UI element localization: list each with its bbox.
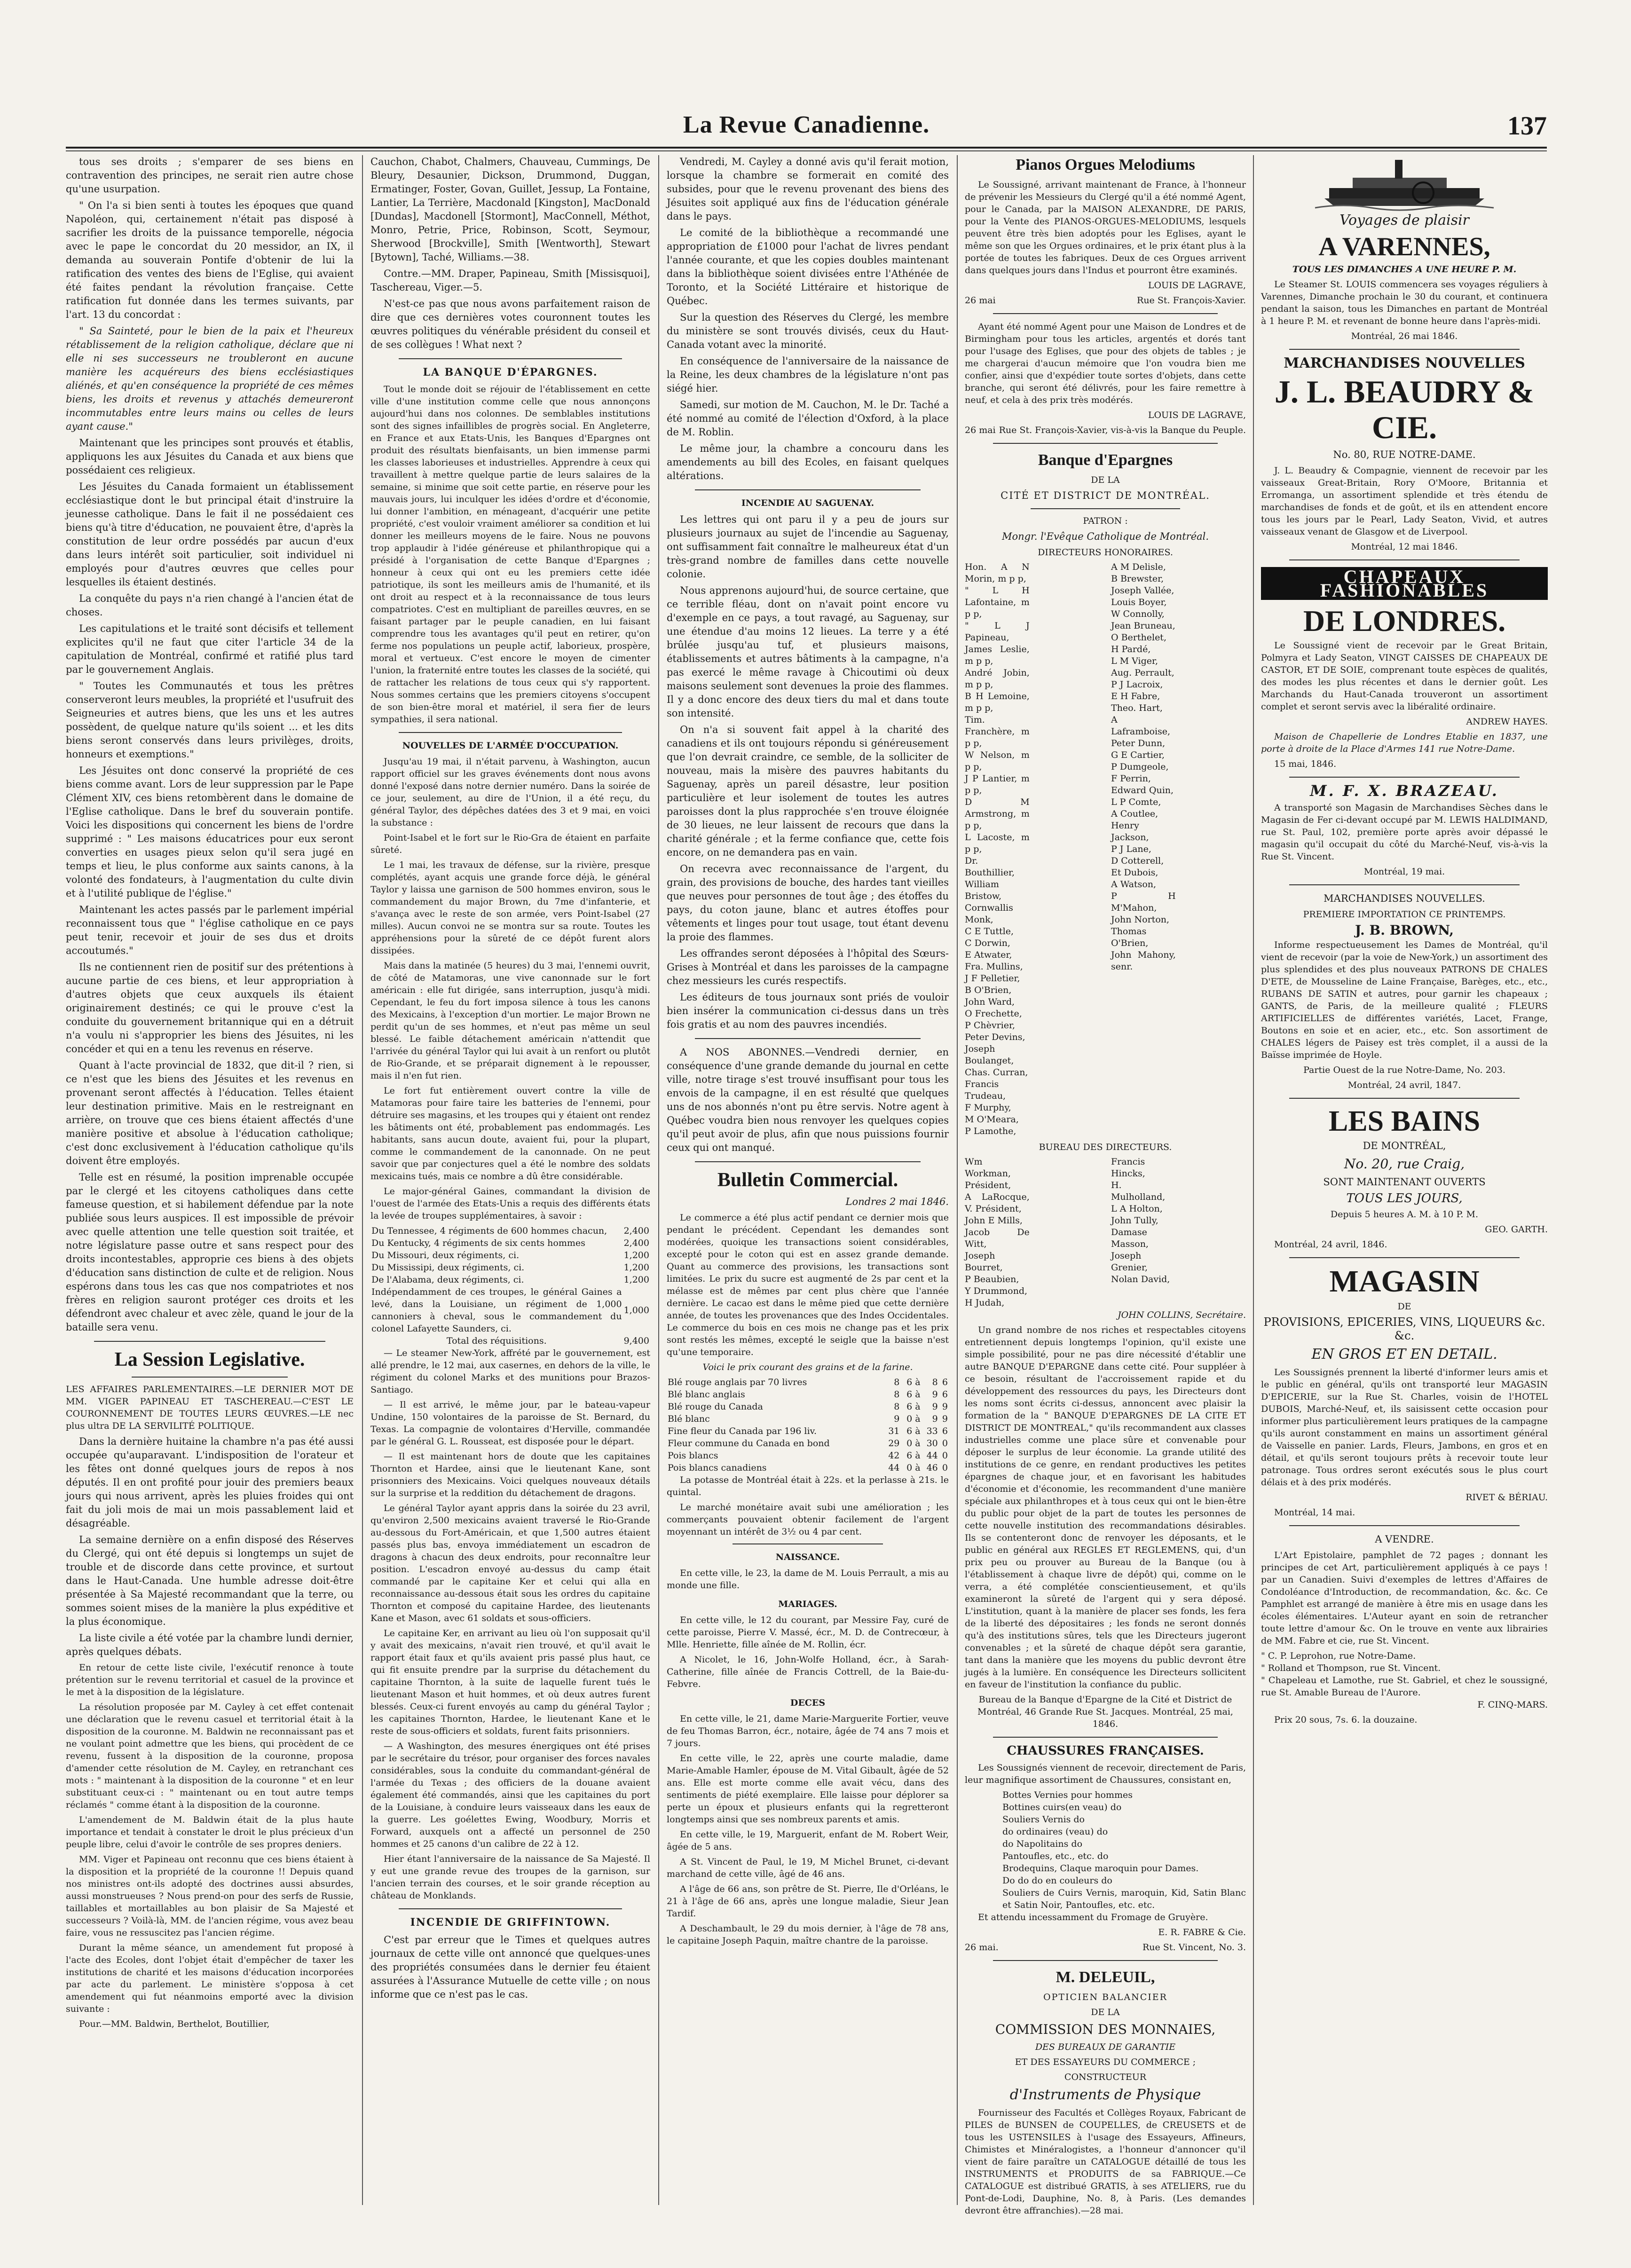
ad-address: 26 mai Rue St. François-Xavier. xyxy=(965,295,1246,306)
ad-signature: GEO. GARTH. xyxy=(1485,1224,1548,1235)
heading-armee: NOUVELLES DE L'ARMÉE D'OCCUPATION. xyxy=(402,740,619,751)
paragraph: Hier étant l'anniversaire de la naissance de Sa Majesté. Il y eut une grande revue des troupes de la garnison, sur l'ancien terrain des courses, et le soir grande réception au château de Monklands. xyxy=(370,1854,650,1901)
ad-subtitle: DE LA xyxy=(1091,475,1120,485)
dateline: Londres 2 mai 1846. xyxy=(845,1196,949,1207)
paragraph: Telle est en résumé, la position imprenable occupée par le clergé et les citoyens catholiques dans cette fameuse question, et si habilement défendue par la note publiée sous leurs auspices. Il est impossible de prévoir avec quelle attention une telle question soit traitée, et notre législature passe outre et sans respect pour des droits incontestables, approprie ces biens à des objets d'éducation sans distinction de culte et de religion. Nous espérons dans tous les cas que nos compatriotes et nos frères en religion sauront protéger ces droits et les défendront avec chaleur et avec zèle, quand le jour de la bataille sera venu. xyxy=(66,1172,354,1333)
director-name: D Cotterell, xyxy=(1111,856,1164,866)
label: PATRON : xyxy=(1083,516,1128,526)
directors-list xyxy=(965,561,1246,1137)
table-row: Fleur commune du Canada en bond 29 0 à 30 0 xyxy=(668,1438,948,1449)
newspaper-title: La Revue Canadienne. xyxy=(683,111,930,138)
ad-hours: Depuis 5 heures A. M. à 10 P. M. xyxy=(1330,1209,1479,1220)
director-name: Fra. Mullins, xyxy=(965,961,1023,972)
ad-subtitle: DE MONTRÉAL, xyxy=(1363,1140,1446,1151)
separator xyxy=(399,358,622,359)
ad-signature: LOUIS DE LAGRAVE, xyxy=(1148,280,1246,291)
label: DIRECTEURS HONORAIRES. xyxy=(1038,547,1173,558)
ad-title-pianos: Pianos Orgues Melodiums xyxy=(1016,156,1195,173)
director-name: P Lamothe, xyxy=(965,1126,1016,1136)
director-name: Louis Boyer, xyxy=(1111,597,1167,607)
column-2 xyxy=(370,155,650,2205)
ad-title-deleuil: M. DELEUIL, xyxy=(1056,1969,1155,1986)
paragraph: Voici le prix courant des grains et de la farine. xyxy=(702,1362,913,1372)
paragraph: Dans la dernière huitaine la chambre n'a pas été aussi occupée qu'auparavant. L'indisposition de l'orateur et les fêtes ont donné quelques jours de repos à nos députés. Il en ont profité pour jouir des premiers beaux jours qui nous arrivent, après les pluies froides qui ont fait du joli mois de mai un mois passablement laid et désagréable. xyxy=(66,1436,354,1529)
ad-title-beaudry: J. L. BEAUDRY & CIE. xyxy=(1274,374,1535,445)
secretary-signature: JOHN COLLINS, Secrétaire. xyxy=(1118,1310,1246,1320)
director-name: Thomas O'Brien, xyxy=(1111,926,1149,948)
director-name: Tim. Franchère, m p p, xyxy=(965,715,1030,748)
director-name: Aug. Perrault, xyxy=(1111,668,1174,678)
header-rule-thin xyxy=(66,150,1547,151)
paragraph: La semaine dernière on a enfin disposé des Réserves du Clergé, qui ont été depuis si longtemps un sujet de trouble et de discorde dans cette province, et surtout dans le Haut-Canada. Une humble adresse doit-être présentée à Sa Majesté recommandant que la terre, ou sommes soient mises de la manière la plus expéditive et la plus économique. xyxy=(66,1534,354,1627)
list-item: " Rolland et Thompson, rue St. Vincent. xyxy=(1261,1663,1441,1673)
paragraph: Maintenant les actes passés par le parlement impérial reconnaissent tous que " l'église catholique en ce pays peut tenir, recevoir et jouir de ses dus et droits accoutumés." xyxy=(66,904,354,956)
column-divider xyxy=(957,155,958,2205)
column-divider xyxy=(1253,155,1254,2205)
ad-text: J. L. Beaudry & Compagnie, viennent de recevoir par les vaisseaux Great-Britain, Rory O'Moore, Britannia et Erromanga, un assortiment splendide et très étendu de marchandises de fonds et de goût, et ils en attendent encore tous les jours par le Pearl, Lady Seaton, Vivid, et autres vaisseaux venant de Glasgow et de Liverpool. xyxy=(1261,465,1548,537)
director-name: Francis Hincks, xyxy=(1111,1157,1145,1179)
ad-title-varennes: A VARENNES, xyxy=(1318,232,1490,261)
ad-subtitle: EN GROS ET EN DETAIL. xyxy=(1311,1346,1497,1362)
paragraph: Les éditeurs de tous journaux sont priés de vouloir bien insérer la communication ci-dessus dans un très fois gratis et au nom des pauvres incendiés. xyxy=(667,992,949,1030)
director-name: M O'Meara, xyxy=(965,1114,1019,1125)
ad-subtitle: Voyages de plaisir xyxy=(1339,212,1469,228)
troops-table xyxy=(370,1225,650,1347)
separator xyxy=(1031,508,1180,509)
paragraph: La liste civile a été votée par la chambre lundi dernier, après quelques débats. xyxy=(66,1632,354,1657)
director-name: O Berthelet, xyxy=(1111,632,1166,643)
ad-signature: LOUIS DE LAGRAVE, xyxy=(1148,410,1246,420)
director-name: P Beaubien, xyxy=(965,1274,1019,1284)
paragraph: On recevra avec reconnaissance de l'argent, du grain, des provisions de bouche, des hardes tant vieilles que neuves pour personnes de tout âge ; des étoffes du pays, du coton jaune, blanc et autres étoffes pour vêtements et linges pour tout usage, tout étant devenu la proie des flammes. xyxy=(667,863,949,943)
separator xyxy=(399,732,622,733)
paragraph: — Il est maintenant hors de doute que les capitaines Thornton et Hardee, ainsi que le lieutenant Kane, sont prisonniers des Mexicains. Voici quelques nouveaux détails sur la surprise et la reddition du détachement de dragons. xyxy=(370,1451,650,1498)
ad-title-chaussures: CHAUSSURES FRANÇAISES. xyxy=(1007,1744,1204,1758)
director-name: F Perrin, xyxy=(1111,773,1151,784)
director-name: Jacob De Witt, xyxy=(965,1227,1030,1249)
paragraph: Les lettres qui ont paru il y a peu de jours sur plusieurs journaux au sujet de l'incendie au Saguenay, ont suffisamment fait connaître le malheureux état d'un très-grand nombre de familles dans cette nouvelle colonie. xyxy=(667,514,949,580)
ad-title-banque: Banque d'Epargnes xyxy=(1038,451,1173,469)
separator xyxy=(695,1038,921,1039)
ad-text: Et attendu incessamment du Fromage de Gruyère. xyxy=(978,1912,1208,1922)
ad-subtitle: SONT MAINTENANT OUVERTS xyxy=(1323,1176,1486,1188)
bureau-left xyxy=(965,1156,1100,1309)
heading-mariages: MARIAGES. xyxy=(778,1599,837,1609)
director-name: Peter Devins, xyxy=(965,1032,1025,1042)
list-item: Bottes Vernies pour hommes xyxy=(1002,1790,1133,1800)
director-name: " L H Lafontaine, m p p, xyxy=(965,585,1030,619)
page-number: 137 xyxy=(1507,111,1547,141)
director-name: Joseph Grenier, xyxy=(1111,1251,1148,1273)
notice: En cette ville, le 22, après une courte maladie, dame Marie-Amable Hamler, épouse de M. Vital Gibault, âgée de 52 ans. Elle est morte comme elle avait vécu, dans des sentiments de piété exemplaire. Elle laisse pour déplorer sa perte un époux et plusieurs enfants qui la regretteront longtemps ainsi que ses nombreux parents et amis. xyxy=(667,1753,949,1825)
director-name: E Atwater, xyxy=(965,950,1012,960)
notice: En cette ville, le 12 du courant, par Messire Fay, curé de cette paroisse, Pierre V. Massé, écr., M. D. de Contrecœur, à Mlle. Henriette, fille aînée de M. Rollin, écr. xyxy=(667,1615,949,1650)
director-name: P H M'Mahon, xyxy=(1111,891,1176,913)
notice: A Nicolet, le 16, John-Wolfe Holland, écr., à Sarah-Catherine, fille aînée de Francis Cottrell, de la Baie-du-Febvre. xyxy=(667,1654,949,1689)
ad-subtitle: CONSTRUCTEUR xyxy=(1064,2072,1147,2082)
director-name: Joseph Boulanget, xyxy=(965,1044,1014,1066)
directors-right xyxy=(1111,561,1246,1137)
ad-title-vendre: A VENDRE. xyxy=(1375,1534,1434,1545)
paragraph: Le marché monétaire avait subi une amélioration ; les commerçants pouvaient obtenir facilement de l'argent moyennant un intérêt de 3½ ou 4 par cent. xyxy=(667,1502,949,1537)
notice: A l'âge de 66 ans, son prêtre de St. Pierre, Ile d'Orléans, le 21 à l'âge de 66 ans, après une longue maladie, Sieur Jean Tardif. xyxy=(667,1884,949,1919)
ad-date: Montréal, 14 mai. xyxy=(1274,1507,1355,1518)
director-name: C E Tuttle, xyxy=(965,926,1014,937)
table-row: Indépendamment de ces troupes, le général Gaines a levé, dans la Louisiane, un régiment de 1,000 cannoniers à cheval, sous le commandement du colonel Lafayette Saunders, ci. 1,000 xyxy=(371,1287,649,1334)
director-name: W Nelson, m p p, xyxy=(965,750,1030,772)
ad-date: Montréal, 12 mai 1846. xyxy=(1351,542,1458,552)
heading-saguenay: INCENDIE AU SAGUENAY. xyxy=(741,498,875,508)
separator xyxy=(94,1341,325,1342)
list-item: do Napolitains do xyxy=(1002,1839,1083,1849)
ad-subtitle: d'Instruments de Physique xyxy=(1009,2087,1201,2103)
director-name: Y Drummond, xyxy=(965,1286,1028,1296)
ad-text: Le Soussigné vient de recevoir par le Great Britain, Polmyra et Lady Seaton, VINGT CAISSES DE CHAPEAUX DE CASTOR, ET DE SOIE, comprenant toute espèces de qualités, des modes les plus récentes et dans le dernier goût. Les Marchands du Haut-Canada trouveront un assortiment complet et seront servis avec la libéralité ordinaire. xyxy=(1261,640,1548,712)
grain-price-table xyxy=(667,1376,949,1474)
director-name: J F Pelletier, xyxy=(965,973,1020,984)
ad-title-bains: LES BAINS xyxy=(1328,1105,1481,1137)
ad-text: L'Art Epistolaire, pamphlet de 72 pages ; donnant les principes de cet Art, particulièrement appliqués à ce pays ! par un Canadien. Suivi d'exemples de lettres d'Affaires de Condoléance d'Introduction, de recommandation, &c. &c. Ce Pamphlet est arrangé de manière à être mis en usage dans les écoles élémentaires. L'Auteur ayant en soin de retrancher toute lettre d'amour &c. On le trouve en vente aux librairies de MM. Fabre et cie, rue St. Vincent. xyxy=(1261,1550,1548,1646)
paragraph: Le comité de la bibliothèque a recommandé une appropriation de £1000 pour l'achat de livres pendant l'année courante, et que les copies doubles maintenant dans la bibliothèque soient divisées entre l'Athénée de Toronto, et la Société Littéraire et historique de Québec. xyxy=(667,227,949,307)
list-item: " Chapeleau et Lamothe, rue St. Gabriel, et chez le soussigné, rue St. Amable Bureau de l'Aurore. xyxy=(1261,1675,1548,1698)
ad-title-marchandises: MARCHANDISES NOUVELLES xyxy=(1284,355,1525,371)
column-1 xyxy=(66,155,354,2205)
paragraph: " On l'a si bien senti à toutes les époques que quand Napoléon, qui, certainement n'était pas disposé à sacrifier les droits de la puissance temporelle, négocia avec le pape le concordat du 20 messidor, an IX, il demanda au souverain Pontife d'obtenir de lui la ratification des ventes des biens de l'Eglise, qui avaient été faites pendant la révolution française. Cette ratification fut donnée dans les termes suivants, par l'art. 13 du concordat : xyxy=(66,200,354,320)
paragraph: La résolution proposée par M. Cayley à cet effet contenait une déclaration que le revenu casuel et territorial était à la disposition de la couronne. M. Baldwin ne reconnaissant pas et ne voulant point admettre que les biens, qui procèdent de ce revenu, fussent à la disposition de la couronne, proposa d'amender cette résolution de M. Cayley, en retranchant ces mots : " maintenant à la disposition de la couronne " et en leur substituant ceux-ci : " maintenant ou en tout autre temps réclamés " comme étant à la disposition de la couronne. xyxy=(66,1702,354,1810)
director-name: André Jobin, m p p, xyxy=(965,668,1030,690)
ad-subtitle: COMMISSION DES MONNAIES, xyxy=(995,2022,1216,2037)
director-name: John E Mills, xyxy=(965,1215,1023,1226)
separator xyxy=(1289,1098,1520,1099)
director-name: P J Lane, xyxy=(1111,844,1151,854)
paragraph: Le 1 mai, les travaux de défense, sur la rivière, presque complétés, ayant acquis une grande force déjà, le général Taylor y laissa une garnison de 500 hommes environ, sous le commandement du major Brown, du 7me d'infanterie, et s'avança avec le reste de son armée, vers Point-Isabel (27 milles). Aucun convoi ne se montra sur sa route. Toutes les appréhensions pour la sûreté de ce dépôt furent alors dissipées. xyxy=(370,860,650,956)
notice: A Deschambault, le 29 du mois dernier, à l'âge de 78 ans, le capitaine Joseph Paquin, maître chantre de la paroisse. xyxy=(667,1923,949,1946)
director-name: John Norton, xyxy=(1111,914,1170,925)
table-row: De l'Alabama, deux régiments, ci. 1,200 xyxy=(371,1275,649,1285)
director-name: H Judah, xyxy=(965,1298,1005,1308)
paragraph: Les Jésuites ont donc conservé la propriété de ces biens comme avant. Lors de leur suppression par le Pape Clément XIV, ces biens retombèrent dans le domaine de l'Eglise catholique. Dans le bref du souverain pontife. Voici les dispositions qui concernent les biens de l'ordre supprimé : " Les maisons éducatrices pour eux seront converties en usages pieux selon qu'il sera jugé en temps et lieu, le plus conforme aux saints canons, à la volonté des fondateurs, à l'augmentation du culte divin et à l'utilité publique de l'église." xyxy=(66,765,354,899)
ad-subtitle: DES BUREAUX DE GARANTIE xyxy=(1035,2042,1176,2052)
director-name: Francis Trudeau, xyxy=(965,1079,1006,1101)
separator xyxy=(993,313,1218,314)
ad-text: Le Steamer St. LOUIS commencera ses voyages réguliers à Varennes, Dimanche prochain le 30 du courant, et continuera pendant la saison, tous les Dimanches en partant de Montréal à 1 heure P. M. et revenant de bonne heure dans l'après-midi. xyxy=(1261,279,1548,326)
director-name: A LaRocque, V. Président, xyxy=(965,1192,1030,1214)
director-name: Nolan David, xyxy=(1111,1274,1170,1284)
ad-banner-chapeaux: CHAPEAUX FASHIONABLES xyxy=(1261,567,1548,600)
director-name: Peter Dunn, xyxy=(1111,738,1166,748)
separator xyxy=(1289,1257,1520,1258)
paragraph: Le major-général Gaines, commandant la division de l'ouest de l'armée des Etats-Unis a requis des différents états la levée de troupes supplémentaires, à savoir : xyxy=(370,1186,650,1221)
director-name: Edward Quin, xyxy=(1111,785,1174,795)
ad-text: Le Soussigné, arrivant maintenant de France, à l'honneur de prévenir les Messieurs du Clergé qu'il a été nommé Agent, pour le Canada, par la MAISON ALEXANDRE, DE PARIS, pour la Vente des PIANOS-ORGUES-MELODIUMS, lesquels peuvent être très bien adoptés pour les Eglises, ayant le même son que les Orgues ordinaires, et le prix étant plus à la portée de toutes les fabriques. Deux de ces Orgues arrivent dans quelques jours dans l'Indus et pourront être examinés. xyxy=(965,180,1246,276)
paragraph: Les Jésuites du Canada formaient un établissement ecclésiastique dont le but principal était d'instruire la jeunesse catholique. Dans le fait il ne possédaient ces biens qu'à titre d'éducation, ne pouvaient être, d'après la constitution de leur ordre possédés par aucun d'eux dans leurs intérêt soit particulier, soit individuel ni employés pour d'autres œuvres que celles pour lesquelles ils étaient destinés. xyxy=(66,481,354,588)
director-name: Dr. Bouthillier, xyxy=(965,856,1015,878)
paragraph: Ils ne contiennent rien de positif sur des prétentions à aucune partie de ces biens, et leur appropriation à d'autres objets que ceux auxquels ils étaient originairement destinés; ce qui le prouve c'est la conduite du gouvernement britannique qui en a détruit n'a voulu ni s'approprier les biens des Jésuites, ni les concéder et qui en a tenu les revenus en réserve. xyxy=(66,961,354,1055)
paragraph: Le capitaine Ker, en arrivant au lieu où l'on supposait qu'il y avait des mexicains, n'avait rien trouvé, et qu'il avait le rapport était faux et qu'ils avaient pris passé plus haut, ce qui fit ensuite prendre par la surprise du détachement du capitaine Thornton, à la suite de laquelle furent tués le lieutenant Mason et huit hommes, et où deux autres furent blessés. Ceux-ci furent envoyés au camp du général Taylor ; les capitaines Thornton, Hardee, le lieutenant Kane et le reste de sous-officiers et soldats, furent faits prisonniers. xyxy=(370,1628,650,1736)
ad-address: 26 mai Rue St. François-Xavier, vis-à-vis la Banque du Peuple. xyxy=(965,425,1246,435)
ad-text: Les Soussignés prennent la liberté d'informer leurs amis et le public en général, qu'ils ont transporté leur MAGASIN D'EPICERIE, sur la Rue St. Charles, voisin de l'HOTEL DUBOIS, Marché-Neuf, et, ils saisissent cette occasion pour informer plus particulièrement leurs pratiques de la campagne qu'ils auront constamment en mains un assortiment général de Vaisselle en panier. Lards, Fleurs, Jambons, en gros et en détail, et qu'ils seront toujours prêts à recevoir toute leur patronage. Tous ordres seront exécutés sous le plus court délais et à des prix modérés. xyxy=(1261,1367,1548,1488)
steamboat-icon xyxy=(1315,155,1494,212)
ad-subtitle: MARCHANDISES NOUVELLES. xyxy=(1324,893,1485,904)
quote: " Sa Sainteté, pour le bien de la paix et l'heureux rétablissement de la religion catholique, déclare que ni elle ni ses successeurs ne troubleront en aucune manière les acquéreurs des biens ecclésiastiques aliénés, et qu'en conséquence la propriété de ces mêmes biens, les droits et revenus y attachés demeureront incommutables entre leurs mains ou celles de leurs ayant cause." xyxy=(66,325,354,432)
table-row: Fine fleur du Canada par 196 liv. 31 6 à 33 6 xyxy=(668,1426,948,1436)
paragraph: Nous apprenons aujourd'hui, de source certaine, que ce terrible fléau, dont on n'avait point encore vu d'exemple en ce pays, a tout ravagé, au Saguenay, sur une étendue d'au moins 12 lieues. La terre y a été brûlée jusqu'au tuf, et plusieurs maisons, établissements et autres bâtiments à la campagne, n'a pas exercé le même ravage à Chicoutimi où deux maisons seulement sont devenues la proie des flammes. Il y a donc encore des deux tiers du mal et dans toute son intensité. xyxy=(667,585,949,719)
paragraph: tous ses droits ; s'emparer de ses biens en contravention des principes, ne serait rien autre chose qu'une usurpation. xyxy=(66,156,354,195)
paragraph: Tout le monde doit se réjouir de l'établissement en cette ville d'une institution comme celle que nous annonçons aujourd'hui dans nos colonnes. De semblables institutions sont des signes infaillibles de progrès social. En Angleterre, en France et aux Etats-Unis, les Banques d'Epargnes ont produit des résultats bienfaisants, un bien immense parmi les classes laborieuses et industrielles. Apprendre à ceux qui travaillent à mettre quelque partie de leurs salaires de la semaine, si minime que soit cette partie, en réserve pour les mauvais jours, lui inculquer les idées d'ordre et d'économie, lui donner l'ambition, en ménageant, d'acquérir une petite propriété, c'est vouloir vraiment améliorer sa condition et lui donner les meilleurs moyens de le faire. Nous ne pouvons trop applaudir à l'idée généreuse et philanthropique qui a présidé à l'organisation de cette Banque d'Epargnes ; honneur à ceux qui ont eu les premiers cette idée patriotique, ils sont les meilleurs amis de l'humanité, et ils ont droit au respect et à la reconnaissance de tous leurs compatriotes. C'est en multipliant de pareilles œuvres, en se faisant partager par le peuple canadien, en lui faisant comprendre tous les avantages qu'il peut en retirer, qu'on ferme nos populations un peuple actif, laborieux, prospère, moral et vertueux. C'est encore le moyen de cimenter l'union, la fraternité entre toutes les classes de la société, qui de rattacher les relations de tous ceux qui s'y rapportent. Nous sommes certains que les premiers citoyens s'occupent de son bien-être moral et matériel, il sera fier de leurs sympathies, il sera national. xyxy=(370,384,650,724)
separator xyxy=(399,1908,622,1909)
director-name: Theo. Hart, xyxy=(1111,703,1163,713)
table-row: Blé rouge du Canada 8 6 à 9 9 xyxy=(668,1402,948,1412)
director-name: Henry Jackson, xyxy=(1111,820,1149,843)
ad-signature: RIVET & BÉRIAU. xyxy=(1466,1492,1548,1503)
director-name: Et Dubois, xyxy=(1111,867,1158,878)
paragraph: Les offrandes seront déposées à l'hôpital des Sœurs-Grises à Montréal et dans les paroisses de la campagne chez messieurs les curés respectifs. xyxy=(667,948,949,986)
ad-text: Fournisseur des Facultés et Collèges Royaux, Fabricant de PILES de BUNSEN de COUPELLES, de CREUSETS et de tous les USTENSILES à l'usage des Essayeurs, Affineurs, Chimistes et Minéralogistes, a l'honneur d'annoncer qu'il vient de faire paraître un CATALOGUE détaillé de tous les INSTRUMENTS et PRODUITS de sa FABRIQUE.—Ce CATALOGUE est distribué GRATIS, à ses ATELIERS, rue du Pont-de-Lodi, Dauphine, No. 8, à Paris. (Les demandes devront être affranchies).—28 mai. xyxy=(965,2108,1246,2216)
director-name: " L J Papineau, xyxy=(965,621,1030,643)
ad-text: A transporté son Magasin de Marchandises Sèches dans le Magasin de Fer ci-devant occupé par M. LEWIS HALDIMAND, rue St. Paul, 102, première porte après avoir dépassé le magasin qu'il occupait du côté du Marché-Neuf, vis-à-vis la Rue St. Vincent. xyxy=(1261,803,1548,862)
director-name: A M Delisle, xyxy=(1111,562,1166,572)
ad-text: Informe respectueusement les Dames de Montréal, qu'il vient de recevoir (par la voie de New-York,) un assortiment des plus splendides et des plus nouveaux PATRONS DE CHALES D'ETE, de Mousseline de Laine Française, Barèges, etc., etc., RUBANS DE SATIN et autres, pour garnir les chapeaux ; GANTS, de Paris, de la meilleure qualité ; FLEURS ARTIFICIELLES de différentes variétés, Lacet, Frange, Boutons en soie et en acier, etc., etc. Son assortiment de CHALES légers de Paisey est très complet, il a aussi de la Baïsse imprimée de Hoyle. xyxy=(1261,940,1548,1060)
shoe-list xyxy=(965,1789,1246,1911)
ad-date: Montréal, 24 avril, 1847. xyxy=(1347,1080,1461,1090)
heading-incendie-griffintown: INCENDIE DE GRIFFINTOWN. xyxy=(410,1916,611,1929)
director-name: L P Comte, xyxy=(1111,797,1161,807)
paragraph: Le fort fut entièrement ouvert contre la ville de Matamoras pour faire taire les batteries de l'ennemi, pour détruire ses magasins, et les troupes qui y étaient ont rendez les bâtiments ont été, probablement pas endommagés. Les habitants, sans aucun doute, avaient fui, pour la plupart, comme le commandement de la canonnade. On ne peut savoir que par conjectures quel a été le nombre des soldats mexicains tués, mais ce nombre a dû être considérable. xyxy=(370,1086,650,1181)
director-name: P Chèvrier, xyxy=(965,1020,1016,1031)
column-4 xyxy=(965,155,1246,2216)
list-item: Souliers Vernis do xyxy=(1002,1814,1085,1825)
director-name: Damase Masson, xyxy=(1111,1227,1149,1249)
list-item: Pantoufles, etc., etc. do xyxy=(1002,1851,1109,1861)
ad-address: Maison de Chapellerie de Londres Etablie en 1837, une porte à droite de la Place d'Armes 141 rue Notre-Dame. xyxy=(1261,732,1548,754)
ad-date: Montréal, 19 mai. xyxy=(1363,866,1445,877)
table-row: Du Mississipi, deux régiments, ci. 1,200 xyxy=(371,1262,649,1273)
ad-signature: E. R. FABRE & Cie. xyxy=(1158,1927,1246,1937)
ad-subtitle: PREMIERE IMPORTATION CE PRINTEMPS. xyxy=(1303,909,1506,920)
table-row: Du Missouri, deux régiments, ci. 1,200 xyxy=(371,1250,649,1260)
separator xyxy=(695,1161,921,1162)
ad-date: 15 mai, 1846. xyxy=(1274,759,1337,769)
table-row: Du Kentucky, 4 régiments de six cents hommes 2,400 xyxy=(371,1238,649,1248)
notice: En cette ville, le 23, la dame de M. Louis Perrault, a mis au monde une fille. xyxy=(667,1568,949,1591)
header-rule xyxy=(66,147,1547,149)
separator xyxy=(1289,1525,1520,1526)
ad-subtitle: TOUS LES JOURS, xyxy=(1346,1191,1463,1205)
bureau-right xyxy=(1111,1156,1246,1309)
heading-bulletin: Bulletin Commercial. xyxy=(717,1169,898,1191)
separator xyxy=(1289,349,1520,350)
ad-subtitle: DE LA xyxy=(1091,2007,1120,2017)
ad-subtitle: ET DES ESSAYEURS DU COMMERCE ; xyxy=(1015,2057,1196,2067)
paragraph: — A Washington, des mesures énergiques ont été prises par le secrétaire du trésor, pour organiser des forces navales considérables, sous la conduite du commandant-général de l'armée du Texas ; des officiers de la douane avaient également été commandés, ainsi que les capitaines du port de la Louisiane, à conduire leurs vaisseaux dans les eaux de la guerre. Les goélettes Ewing, Woodbury, Morris et Forward, auxquels ont a affecté un personnel de 250 hommes et 25 canons d'un calibre de 22 à 12. xyxy=(370,1741,650,1849)
ad-text: Ayant été nommé Agent pour une Maison de Londres et de Birmingham pour tous les articles, argentés et dorés tant pour l'usage des Eglises, que pour des objets de tables ; je me chargerai d'aucun mémoire que l'on voudra bien me confier, ainsi que d'expédier toute sortes d'objets, dans cette branche, qui seront été délivrés, pour les faire remettre à neuf, et cela à des prix très modérés. xyxy=(965,322,1246,405)
ad-address: No. 80, RUE NOTRE-DAME. xyxy=(1333,449,1476,460)
director-name: B O'Brien, xyxy=(965,985,1012,995)
notice: A St. Vincent de Paul, le 19, M Michel Brunet, ci-devant marchand de cette ville, âgé de 46 ans. xyxy=(667,1857,949,1879)
masthead xyxy=(66,111,1547,144)
director-name: L M Viger, xyxy=(1111,656,1158,666)
paragraph: Le général Taylor ayant appris dans la soirée du 23 avril, qu'environ 2,500 mexicains avaient traversé le Rio-Grande au-dessous du Fort-Américain, et que 1,500 autres étaient passés plus bas, envoya immédiatement un escadron de dragons à chacun des deux endroits, pour reconnaître leur position. L'escadron envoyé au-dessus du camp était commandé par le capitaine Ker et celui qui alla en reconnaissance au-dessous était sous les ordres du capitaine Thornton et composé du capitaine Hardee, des lieutenants Kane et Mason, avec 61 soldats et sous-officiers. xyxy=(370,1503,650,1623)
paragraph: Maintenant que les principes sont prouvés et établis, appliquons les aux Jésuites du Canada et aux biens que possédaient ces religieux. xyxy=(66,437,354,476)
table-row-total: Total des réquisitions. 9,400 xyxy=(446,1336,649,1346)
director-name: Jean Bruneau, xyxy=(1111,621,1175,631)
ad-signature: F. CINQ-MARS. xyxy=(1477,1700,1548,1710)
column-divider xyxy=(658,155,659,2205)
list-item: Brodequins, Claque maroquin pour Dames. xyxy=(1002,1863,1199,1874)
ad-address: Partie Ouest de la rue Notre-Dame, No. 203. xyxy=(1303,1065,1505,1075)
paragraph: Sur la question des Réserves du Clergé, les membre du ministère se sont trouvés divisés, ceux du Haut-Canada votant avec la minorité. xyxy=(667,312,949,350)
director-name: James Leslie, m p p, xyxy=(965,644,1030,666)
director-name: John Ward, xyxy=(965,997,1015,1007)
paragraph: A NOS ABONNES.—Vendredi dernier, en conséquence d'une grande demande du journal en cette ville, notre tirage s'est trouvé insuffisant pour tous les envois de la campagne, il en est résulté que quelques uns de nos abonnés n'ont pu être servis. Notre agent à Québec voudra bien nous renvoyer les quelques copies qu'il peut avoir de plus, afin que nous puissions fournir ceux qui ont manqué. xyxy=(667,1047,949,1153)
paragraph: Quant à l'acte provincial de 1832, que dit-il ? rien, si ce n'est que les biens des Jésuites et les revenus en provenant seront affectés à l'éducation. Telles étaient leur destination primitive. Mais en le restreignant en arrière, on trouve que ces biens étaient affectés d'une manière positive et absolue à l'éducation catholique; c'est donc exclusivement à l'éducation catholique qu'ils doivent être employés. xyxy=(66,1060,354,1166)
separator xyxy=(993,443,1218,444)
director-name: William Bristow, xyxy=(965,879,1001,901)
paragraph: En conséquence de l'anniversaire de la naissance de la Reine, les deux chambres de la législature n'ont pas siégé hier. xyxy=(667,355,949,394)
ad-subtitle: OPTICIEN BALANCIER xyxy=(1043,1992,1167,2002)
paragraph: Vendredi, M. Cayley a donné avis qu'il ferait motion, lorsque la chambre se formerait en comité des subsides, pour que le revenu provenant des biens des Jésuites soit appliqué aux fins de l'éducation générale dans le pays. xyxy=(667,156,949,222)
paragraph: La conquête du pays n'a rien changé à l'ancien état de choses. xyxy=(66,593,354,618)
director-name: E H Fabre, xyxy=(1111,691,1160,701)
separator xyxy=(993,1737,1218,1738)
separator xyxy=(132,1377,288,1378)
director-name: G E Cartier, xyxy=(1111,750,1165,760)
list-item: " C. P. Leprohon, rue Notre-Dame. xyxy=(1261,1651,1416,1661)
director-name: Joseph Bourret, xyxy=(965,1251,1003,1273)
paragraph: Mais dans la matinée (5 heures) du 3 mai, l'ennemi ouvrit, de côté de Matamoras, une vive canonnade sur le fort américain : elle fut dirigée, sans interruption, jusqu'à midi. Cependant, le feu du fort imposa silence à tous les canons des Mexicains, à l'exception d'un mortier. Le major Brown ne perdit qu'un de ses hommes, et n'eut pas même un seul blessé. Le faible détachement américain n'attendit que l'arrivée du général Taylor qui lui avait à un renfort ou plutôt de Rio-Grande, et se préparait dignement à le repousser, mais il n'en fut rien. xyxy=(370,961,650,1081)
director-name: H Pardé, xyxy=(1111,644,1151,654)
ad-price: Prix 20 sous, 7s. 6. la douzaine. xyxy=(1274,1715,1418,1725)
table-row: Pois blancs 42 6 à 44 0 xyxy=(668,1450,948,1461)
ad-signature: ANDREW HAYES. xyxy=(1466,717,1548,727)
director-name: Chas. Curran, xyxy=(965,1067,1028,1078)
ad-subtitle: PROVISIONS, EPICERIES, VINS, LIQUEURS &c. &c. xyxy=(1263,1315,1545,1342)
director-name: P Dumgeole, xyxy=(1111,762,1169,772)
ad-date: Montréal, 26 mai 1846. xyxy=(1351,331,1458,341)
bookseller-list xyxy=(1261,1650,1548,1699)
director-name: L A Holton, xyxy=(1111,1204,1163,1214)
notice: En cette ville, le 21, dame Marie-Marguerite Fortier, veuve de feu Thomas Barron, écr., notaire, âgée de 74 ans 7 mois et 7 jours. xyxy=(667,1714,949,1748)
paragraph: Le même jour, la chambre a concouru dans les amendements au bill des Ecoles, en faisant quelques altérations. xyxy=(667,443,949,481)
notice: En cette ville, le 19, Marguerit, enfant de M. Robert Weir, âgée de 5 ans. xyxy=(667,1829,949,1852)
paragraph: En retour de cette liste civile, l'exécutif renonce à toute prétention sur le revenu territorial et casuel de la province et le met à la disposition de la législature. xyxy=(66,1662,354,1697)
list-item: Bottines cuirs(en veau) do xyxy=(1002,1802,1122,1812)
paragraph: Jusqu'au 19 mai, il n'était parvenu, à Washington, aucun rapport officiel sur les graves événements dont nous avons donné l'exposé dans notre dernier numéro. Dans la soirée de ce jour, seulement, au dire de l'Union, il a été reçu, du général Taylor, des dépêches datées des 3 et 9 mai, en voici la substance : xyxy=(370,756,650,828)
director-name: W Connolly, xyxy=(1111,609,1165,619)
patron-name: Mongr. l'Evêque Catholique de Montréal. xyxy=(1001,531,1209,542)
director-name: Hon. A N Morin, m p p, xyxy=(965,562,1030,584)
ad-date: Montréal, 24 avril, 1846. xyxy=(1274,1239,1387,1250)
paragraph: MM. Viger et Papineau ont reconnu que ces biens étaient à la disposition et la propriété de la couronne !! Depuis quand nos ministres ont-ils adopté des doctrines aussi absurdes, aussi monstrueuses ? Nous prend-on pour des serfs de Russie, taillables et mortaillables au bon plaisir de Sa Majesté et successeurs ? Voilà-là, MM. de l'ancien régime, vous avez beau faire, vous ne ressuscitez pas l'ancien régime. xyxy=(66,1854,354,1938)
column-divider xyxy=(362,155,363,2205)
paragraph: Durant la même séance, un amendement fut proposé à l'acte des Ecoles, dont l'objet était d'empêcher de taxer les institutions de charité et les maisons d'éducation incorporées par acte du parlement. Le ministère s'opposa à cet amendement qui fut néanmoins emporté avec la division suivante : xyxy=(66,1943,354,2014)
director-name: Wm Workman, Président, xyxy=(965,1157,1011,1190)
separator xyxy=(695,489,921,490)
separator xyxy=(1289,559,1520,560)
table-row: Blé rouge anglais par 70 livres 8 6 à 8 6 xyxy=(668,1377,948,1387)
director-name: H. Mulholland, xyxy=(1111,1180,1166,1202)
separator xyxy=(993,1960,1218,1961)
director-name: J P Lantier, m p p, xyxy=(965,773,1030,795)
paragraph: Point-Isabel et le fort sur le Rio-Gra de étaient en parfaite sûreté. xyxy=(370,833,650,855)
paragraph: — Le steamer New-York, affrété par le gouvernement, est allé prendre, le 12 mai, aux casernes, en dehors de la ville, le régiment du colonel Marks et des munitions pour Brazos-Santiago. xyxy=(370,1348,650,1395)
ad-text: Les Soussignés viennent de recevoir, directement de Paris, leur magnifique assortiment de Chaussures, consistant en, xyxy=(965,1763,1246,1785)
label: BUREAU DES DIRECTEURS. xyxy=(1039,1142,1172,1152)
ad-subtitle: CITÉ ET DISTRICT DE MONTRÉAL. xyxy=(1001,490,1210,501)
ad-subtitle: DE xyxy=(1397,1301,1411,1312)
director-name: Cornwallis Monk, xyxy=(965,903,1013,925)
heading-naissance: NAISSANCE. xyxy=(775,1552,840,1562)
paragraph: L'amendement de M. Baldwin était de la plus haute importance et tendait à constater le droit le plus précieux d'un peuple libre, celui d'avoir le contrôle de ses propres deniers. xyxy=(66,1815,354,1850)
director-name: O Frechette, xyxy=(965,1008,1022,1019)
heading-banque: LA BANQUE D'ÉPARGNES. xyxy=(423,366,598,378)
subheading: LES AFFAIRES PARLEMENTAIRES.—LE DERNIER MOT DE MM. VIGER PAPINEAU ET TASCHEREAU.—C'EST LE COURONNEMENT DE TOUTES LEURS ŒUVRES.—LE nec plus ultra DE LA SERVILITÉ POLITIQUE. xyxy=(66,1384,354,1431)
paragraph: N'est-ce pas que nous avons parfaitement raison de dire que ces dernières votes couronnent toutes les œuvres politiques du vénérable président du conseil et de ses collègues ! What next ? xyxy=(370,298,650,350)
paragraph: Les capitulations et le traité sont décisifs et tellement explicites qu'il ne faut que citer l'article 34 de la capitulation de Montréal, confirmé et ratifié plus tard par le gouvernement Anglais. xyxy=(66,623,354,675)
separator xyxy=(1289,777,1520,778)
director-name: John Mahony, senr. xyxy=(1111,950,1176,972)
paragraph: Le commerce a été plus actif pendant ce dernier mois que pendant le précédent. Cependant les demandes sont modérées, quoique les transactions soient considérables, excepté pour le coton qui est en assez grande demande. Quant au commerce des provisions, les transactions sont limitées. Le prix du sucre est augmenté de 2s par cent et la mélasse est de mêmes par cent plus chère que l'année dernière. Le cacao est dans le même pied que cette dernière année, de toutes les provenances que des Indes Occidentales. Le commerce du bois en ces mois ne change pas et les prix sont restés les mêmes, excepté le seigle que la baisse n'est qu'une temporaire. xyxy=(667,1213,949,1357)
column-3 xyxy=(667,155,949,2205)
paragraph: Pour.—MM. Baldwin, Berthelot, Boutillier, xyxy=(79,2019,270,2029)
ad-title-brazeau: M. F. X. BRAZEAU. xyxy=(1310,782,1499,800)
ad-title-magasin: MAGASIN xyxy=(1329,1264,1480,1299)
director-name: B H Lemoine, m p p, xyxy=(965,691,1030,713)
director-name: A Laframboise, xyxy=(1111,715,1171,737)
paragraph: Cauchon, Chabot, Chalmers, Chauveau, Cummings, De Bleury, Desaunier, Dickson, Drummond, Duggan, Ermatinger, Foster, Govan, Guillet, Jessup, La Fontaine, Lantier, La Terrière, Macdonald [Kingston], MacDonald [Dundas], Macdonell [Stormont], MacConnell, Méthot, Monro, Petrie, Price, Robinson, Scott, Seymour, Sherwood [Brockville], Smith [Wentworth], Stewart [Bytown], Taché, Williams.—38. xyxy=(370,156,650,263)
paragraph: C'est par erreur que le Times et quelques autres journaux de cette ville ont annoncé que quelques-unes des propriétés consumées dans le dernier feu étaient assurées à l'Assurance Mutuelle de cette ville ; on nous informe que ce n'est pas le cas. xyxy=(370,1934,650,2000)
bureau-list xyxy=(965,1156,1246,1309)
director-name: A Watson, xyxy=(1111,879,1157,890)
director-name: F Murphy, xyxy=(965,1102,1011,1113)
director-name: Joseph Vallée, xyxy=(1111,585,1174,596)
section-heading-session: La Session Legislative. xyxy=(114,1349,305,1370)
director-name: P J Lacroix, xyxy=(1111,679,1163,690)
ad-text: Bureau de la Banque d'Epargne de la Cité et District de Montréal, 46 Grande Rue St. Jacques. Montréal, 25 mai, 1846. xyxy=(977,1694,1233,1729)
ad-subtitle: TOUS LES DIMANCHES A UNE HEURE P. M. xyxy=(1292,264,1517,275)
director-name: John Tully, xyxy=(1111,1215,1158,1226)
paragraph: Contre.—MM. Draper, Papineau, Smith [Missisquoi], Taschereau, Viger.—5. xyxy=(370,268,650,293)
table-row: Pois blancs canadiens 44 0 à 46 0 xyxy=(668,1463,948,1473)
paragraph: On n'a si souvent fait appel à la charité des canadiens et ils ont toujours répondu si généreusement que l'on devrait craindre, ce semble, de la solliciter de nouveau, mais la misère des pauvres habitants du Saguenay, après un pareil désastre, leur position particulière et leur isolement de toutes les autres paroisses dont la plus rapprochée s'en trouve éloignée de 30 lieues, ne leur laissent de recours que dans la charité générale ; et la ferme confiance que, cette fois encore, on ne demandera pas en vain. xyxy=(667,724,949,858)
column-5 xyxy=(1261,155,1548,2205)
ad-address: 26 mai. Rue St. Vincent, No. 3. xyxy=(965,1942,1246,1953)
director-name: C Dorwin, xyxy=(965,938,1010,948)
ad-address: No. 20, rue Craig, xyxy=(1344,1156,1465,1172)
table-row: Du Tennessee, 4 régiments de 600 hommes chacun, 2,400 xyxy=(371,1226,649,1236)
list-item: do ordinaires (veau) do xyxy=(1002,1827,1108,1837)
table-row: Blé blanc 9 0 à 9 9 xyxy=(668,1414,948,1424)
director-name: L Lacoste, m p p, xyxy=(965,832,1030,854)
paragraph: Samedi, sur motion de M. Cauchon, M. le Dr. Taché a été nommé au comité de l'élection d'Oxford, à la place de M. Roblin. xyxy=(667,399,949,438)
table-row: Blé blanc anglais 8 6 à 9 6 xyxy=(668,1389,948,1400)
paragraph: La potasse de Montréal était à 22s. et la perlasse à 21s. le quintal. xyxy=(667,1475,949,1497)
list-item: Do do do en couleurs do xyxy=(1002,1875,1112,1886)
paragraph: — Il est arrivé, le même jour, par le bateau-vapeur Undine, 150 volontaires de la paroisse de St. Bernard, du Texas. La compagnie de volontaires d'Herville, commandée par le général G. L. Rousseat, est disposée pour le départ. xyxy=(370,1400,650,1447)
directors-left xyxy=(965,561,1100,1137)
director-name: D M Armstrong, m p p, xyxy=(965,797,1030,831)
director-name: A Coutlee, xyxy=(1111,809,1158,819)
separator xyxy=(1289,884,1520,885)
director-name: B Brewster, xyxy=(1111,574,1164,584)
heading-deces: DECES xyxy=(790,1698,826,1708)
list-item: Souliers de Cuirs Vernis, maroquin, Kid, Satin Blanc et Satin Noir, Pantoufles, etc. etc. xyxy=(1002,1888,1246,1910)
ad-text: Un grand nombre de nos riches et respectables citoyens entretiennent depuis longtemps l'opinion, qu'il existe une simple possibilité, pour ne pas dire nécessité d'établir une autre BANQUE D'EPARGNE dans cette cité. Pour suppléer à ce besoin, résultant de l'accroissement rapide et du développement des ressources du pays, les Directeurs dont les noms sont écrits ci-dessus, annoncent avec plaisir la formation de la " BANQUE D'EPARGNES DE LA CITE ET DISTRICT DE MONTREAL," qu'ils recommandent aux classes industrielles comme une place sûre et convenable pour déposer le surplus de leur économie. La grande utilité des institutions de ce genre, en rendant productives les petites épargnes de chaque jour, et en favorisant les habitudes d'économie et d'économie, les recommandent d'une manière spéciale aux philanthropes et à tous ceux qui ont le bien-être du public pour objet de la part de toutes les personnes de cette nouvelle institution des recommandations désirables. Ils se contenteront donc de renvoyer les déposants, et le public en général aux REGLES ET REGLEMENS, qui, d'un prix peu ou prouver au Bureau de la Banque (ou à l'établissement à chaque livre de dépôt) qui, comme on le verra, a été complétée conscientieusement, et qu'ils examineront la sûreté de l'argent qui y sera déposé. L'institution, quant à la manière de placer ses fonds, les fera de la liberté des dépositaires ; les fonds ne seront donnés qu'à des institutions sûres, tels que les Directeurs jugeront convenables ; et la sûreté de chaque dépôt sera garantie, tant dans la manière que les moyens du public devront être jugés à la lumière. En conséquence les Directeurs sollicitent en faveur de l'institution la confiance du public. xyxy=(965,1325,1246,1690)
quote: " Toutes les Communautés et tous les prêtres conserveront leurs meubles, la propriété et l'usufruit des Seigneuries et autres biens, que les uns et les autres possèdent, de quelque nature qu'ils soient ... et les dits biens seront conservés dans leurs privilèges, droits, honneurs et exemptions." xyxy=(66,680,354,760)
ad-title-brown: J. B. BROWN, xyxy=(1355,922,1454,938)
ad-title-londres: DE LONDRES. xyxy=(1303,604,1506,638)
